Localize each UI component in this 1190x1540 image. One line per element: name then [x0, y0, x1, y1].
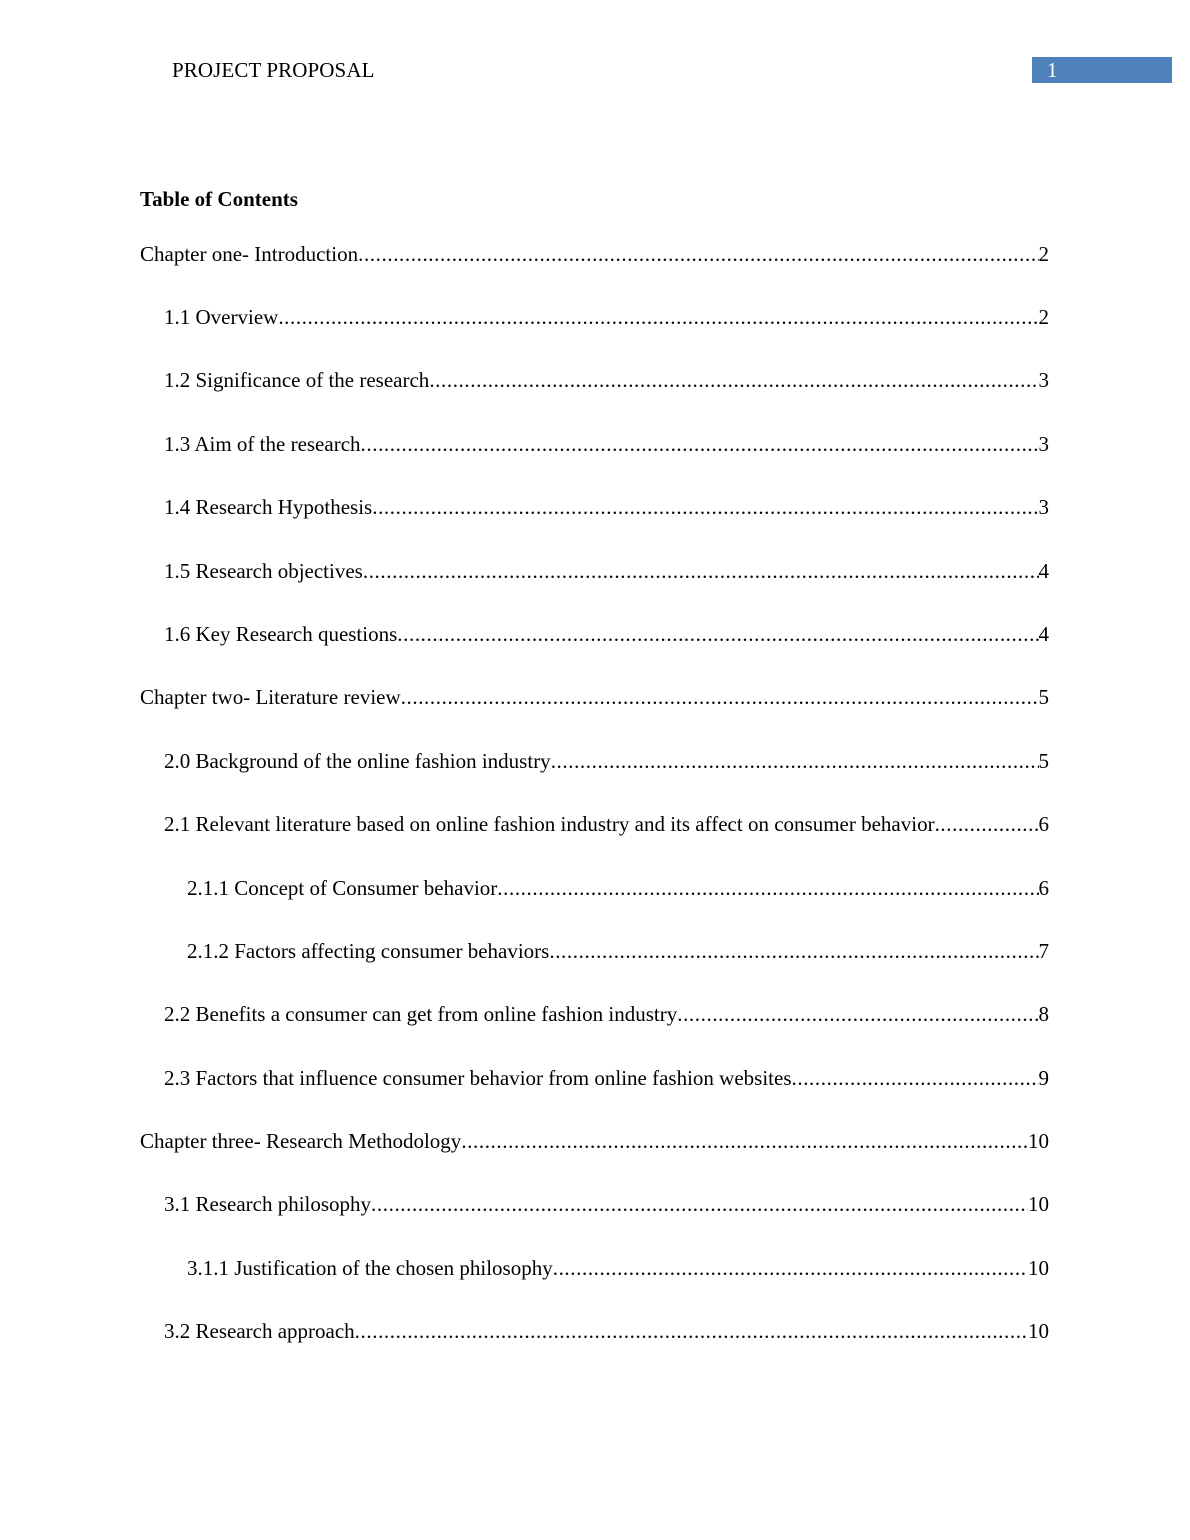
- toc-leader: [358, 242, 1038, 267]
- toc-entry-label: 3.1.1 Justification of the chosen philosophy: [187, 1256, 553, 1280]
- toc-entry-page: 5: [1038, 685, 1049, 709]
- toc-entry-label: 1.2 Significance of the research: [164, 368, 430, 392]
- page-number-box: [1032, 57, 1172, 83]
- toc-entry-label: 1.1 Overview: [164, 305, 279, 329]
- toc-entry-label: 2.1.2 Factors affecting consumer behaviors: [187, 939, 550, 963]
- toc-leader: [792, 1066, 1039, 1091]
- toc-entry[interactable]: [164, 368, 1049, 394]
- toc-entry[interactable]: [164, 812, 1049, 838]
- toc-entry-page: 4: [1038, 559, 1049, 583]
- toc-entry-page: 10: [1028, 1256, 1049, 1280]
- toc-leader: [677, 1002, 1038, 1027]
- toc-leader: [363, 559, 1039, 584]
- toc-entry-label: Chapter three- Research Methodology: [140, 1129, 462, 1153]
- toc-entry-label: 1.5 Research objectives: [164, 559, 363, 583]
- toc-entry-page: 2: [1038, 305, 1049, 329]
- toc-entry[interactable]: [164, 749, 1049, 775]
- toc-entry-page: 9: [1038, 1066, 1049, 1090]
- toc-entry[interactable]: [164, 1319, 1049, 1345]
- toc-entry-label: Chapter one- Introduction: [140, 242, 359, 266]
- toc-entry[interactable]: [164, 495, 1049, 521]
- toc-entry-page: 6: [1038, 876, 1049, 900]
- toc-entry-page: 10: [1028, 1129, 1049, 1153]
- toc-leader: [372, 495, 1038, 520]
- toc-leader: [355, 1319, 1028, 1344]
- toc-entry[interactable]: [164, 305, 1049, 331]
- toc-entry-page: 6: [1038, 812, 1049, 836]
- toc-entry[interactable]: [187, 876, 1049, 902]
- toc-entry-label: 2.0 Background of the online fashion industry: [164, 749, 551, 773]
- toc-title: Table of Contents: [140, 187, 298, 211]
- toc-entry-page: 7: [1038, 939, 1049, 963]
- toc-entry-page: 3: [1038, 495, 1049, 519]
- toc-leader: [371, 1192, 1028, 1217]
- toc-leader: [361, 432, 1039, 457]
- toc-entry[interactable]: [164, 432, 1049, 458]
- toc-entry-label: 2.1 Relevant literature based on online fashion industry and its affect on consumer behavior: [164, 812, 935, 836]
- toc-leader: [553, 1256, 1028, 1281]
- toc-entry-page: 10: [1028, 1192, 1049, 1216]
- toc-entry[interactable]: [187, 1256, 1049, 1282]
- toc-entry-label: 2.2 Benefits a consumer can get from online fashion industry: [164, 1002, 678, 1026]
- toc-leader: [497, 876, 1038, 901]
- toc-entry-label: Chapter two- Literature review: [140, 685, 401, 709]
- toc-entry[interactable]: [164, 1002, 1049, 1028]
- toc-leader: [397, 622, 1038, 647]
- toc-entry[interactable]: [140, 242, 1049, 268]
- page-number: 1: [1047, 58, 1058, 82]
- toc-leader: [401, 685, 1039, 710]
- toc-entry-page: 2: [1038, 242, 1049, 266]
- toc-entry-label: 1.4 Research Hypothesis: [164, 495, 373, 519]
- toc-leader: [429, 368, 1038, 393]
- toc-entry-page: 3: [1038, 432, 1049, 456]
- toc-entry-label: 2.1.1 Concept of Consumer behavior: [187, 876, 498, 900]
- toc-entry[interactable]: [164, 622, 1049, 648]
- toc-leader: [935, 812, 1039, 837]
- toc-entry[interactable]: [140, 685, 1049, 711]
- toc-entry[interactable]: [164, 1192, 1049, 1218]
- toc-entry-label: 3.1 Research philosophy: [164, 1192, 372, 1216]
- toc-entry-page: 3: [1038, 368, 1049, 392]
- toc-leader: [549, 939, 1038, 964]
- toc-leader: [278, 305, 1038, 330]
- toc-entry[interactable]: [187, 939, 1049, 965]
- toc-entry-page: 5: [1038, 749, 1049, 773]
- toc-entry-label: 1.6 Key Research questions: [164, 622, 398, 646]
- toc-leader: [461, 1129, 1028, 1154]
- toc-leader: [551, 749, 1039, 774]
- toc-entry-label: 2.3 Factors that influence consumer behavior from online fashion websites: [164, 1066, 792, 1090]
- toc-entry-label: 3.2 Research approach: [164, 1319, 355, 1343]
- toc-entry[interactable]: [164, 1066, 1049, 1092]
- toc-entry-label: 1.3 Aim of the research: [164, 432, 361, 456]
- toc-entry-page: 8: [1038, 1002, 1049, 1026]
- toc-entry-page: 10: [1028, 1319, 1049, 1343]
- header-title: PROJECT PROPOSAL: [172, 58, 375, 82]
- toc-entry[interactable]: [140, 1129, 1049, 1155]
- toc-entry-page: 4: [1038, 622, 1049, 646]
- toc-entry[interactable]: [164, 559, 1049, 585]
